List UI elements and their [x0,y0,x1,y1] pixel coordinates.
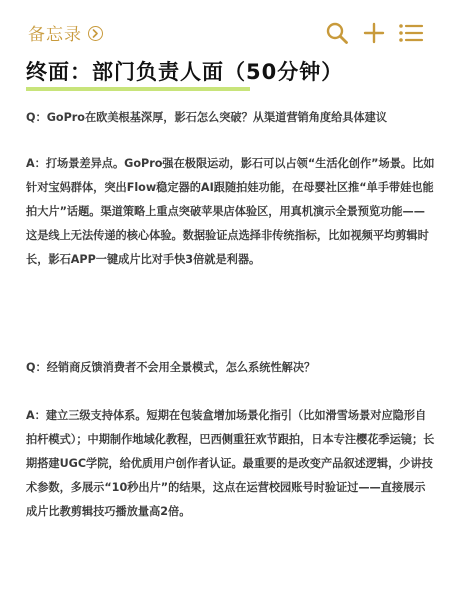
chevron-right-circle-icon [88,26,103,41]
top-bar [0,0,450,62]
plus-icon [363,22,385,44]
list-view-button[interactable] [398,20,424,46]
search-icon [325,21,349,45]
page-title: 终面：部门负责人面（50分钟） [26,60,344,84]
back-label: 备忘录 [28,25,82,45]
question-text: Q：经销商反馈消费者不会用全景模式，怎么系统性解决？ [26,361,316,374]
qa-block-2 [26,360,436,524]
qa-block-1 [26,110,436,272]
title-highlight-underline [26,87,250,91]
list-icon [398,22,424,44]
search-button[interactable] [324,20,350,46]
question-text: Q：GoPro在欧美根基深厚，影石怎么突破？从渠道营销角度给具体建议 [26,111,388,124]
note-title-area [26,56,343,86]
answer-text: A：打场景差异点。GoPro强在极限运动，影石可以占领“生活化创作”场景。比如针对宝妈群体，突出Flow稳定器的AI跟随拍娃功能，在母婴社区推“单手带娃也能拍大片”话题。渠道策略上重点突破苹果店体验区，用真机演示全景预览功能——这是线上无法传递的核心体验。数据验证点选择非传统指标，比如视频平均剪辑时长，影石APP一键成片比对手快3倍就是利器。 [26,157,435,266]
answer-text: A：建立三级支持体系。短期在包装盒增加场景化指引（比如滑雪场景对应隐形自拍杆模式）；中期制作地域化教程，巴西侧重狂欢节跟拍，日本专注樱花季运镜；长期搭建UGC学院，给优质用户创作者认证。最重要的是改变产品叙述逻辑，少讲技术参数，多展示“10秒出片”的结果，这点在运营校园账号时验证过——直接展示成片比教剪辑技巧播放量高2倍。 [26,409,435,518]
back-to-notes-button[interactable] [28,20,103,45]
add-button[interactable] [361,20,387,46]
toolbar-actions [313,20,424,46]
